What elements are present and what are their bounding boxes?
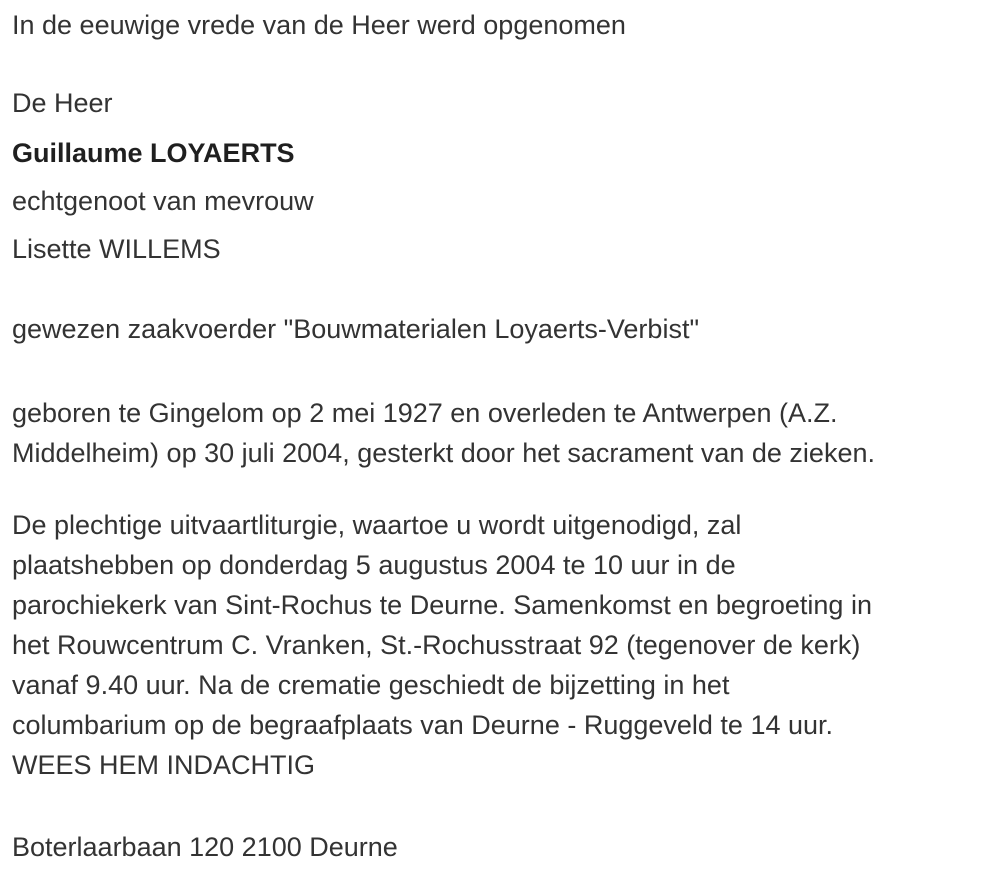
life-dates-line: geboren te Gingelom op 2 mei 1927 en overleden te Antwerpen (A.Z. bbox=[12, 398, 838, 428]
remembrance-line: WEES HEM INDACHTIG bbox=[12, 750, 316, 780]
ceremony-line: vanaf 9.40 uur. Na de crematie geschiedt de bijzetting in het bbox=[12, 670, 730, 700]
ceremony-line: De plechtige uitvaartliturgie, waartoe u wordt uitgenodigd, zal bbox=[12, 510, 742, 540]
ceremony-line: parochiekerk van Sint-Rochus te Deurne. Samenkomst en begroeting in bbox=[12, 590, 872, 620]
life-dates-paragraph bbox=[12, 393, 986, 473]
spouse-name: Lisette WILLEMS bbox=[12, 234, 221, 264]
deceased-name: Guillaume LOYAERTS bbox=[12, 138, 295, 168]
ceremony-line: plaatshebben op donderdag 5 augustus 2004 te 10 uur in de bbox=[12, 550, 736, 580]
ceremony-paragraph bbox=[12, 505, 986, 785]
spouse-intro-line: echtgenoot van mevrouw bbox=[12, 186, 314, 216]
salutation-line: De Heer bbox=[12, 88, 113, 118]
intro-line: In de eeuwige vrede van de Heer werd opgenomen bbox=[12, 10, 626, 40]
life-dates-line: Middelheim) op 30 juli 2004, gesterkt door het sacrament van de zieken. bbox=[12, 438, 875, 468]
ceremony-line: columbarium op de begraafplaats van Deurne - Ruggeveld te 14 uur. bbox=[12, 710, 834, 740]
announcement-body bbox=[12, 5, 986, 867]
ceremony-line: het Rouwcentrum C. Vranken, St.-Rochusstraat 92 (tegenover de kerk) bbox=[12, 630, 861, 660]
address-line: Boterlaarbaan 120 2100 Deurne bbox=[12, 832, 398, 862]
profession-line: gewezen zaakvoerder "Bouwmaterialen Loyaerts-Verbist" bbox=[12, 314, 700, 344]
